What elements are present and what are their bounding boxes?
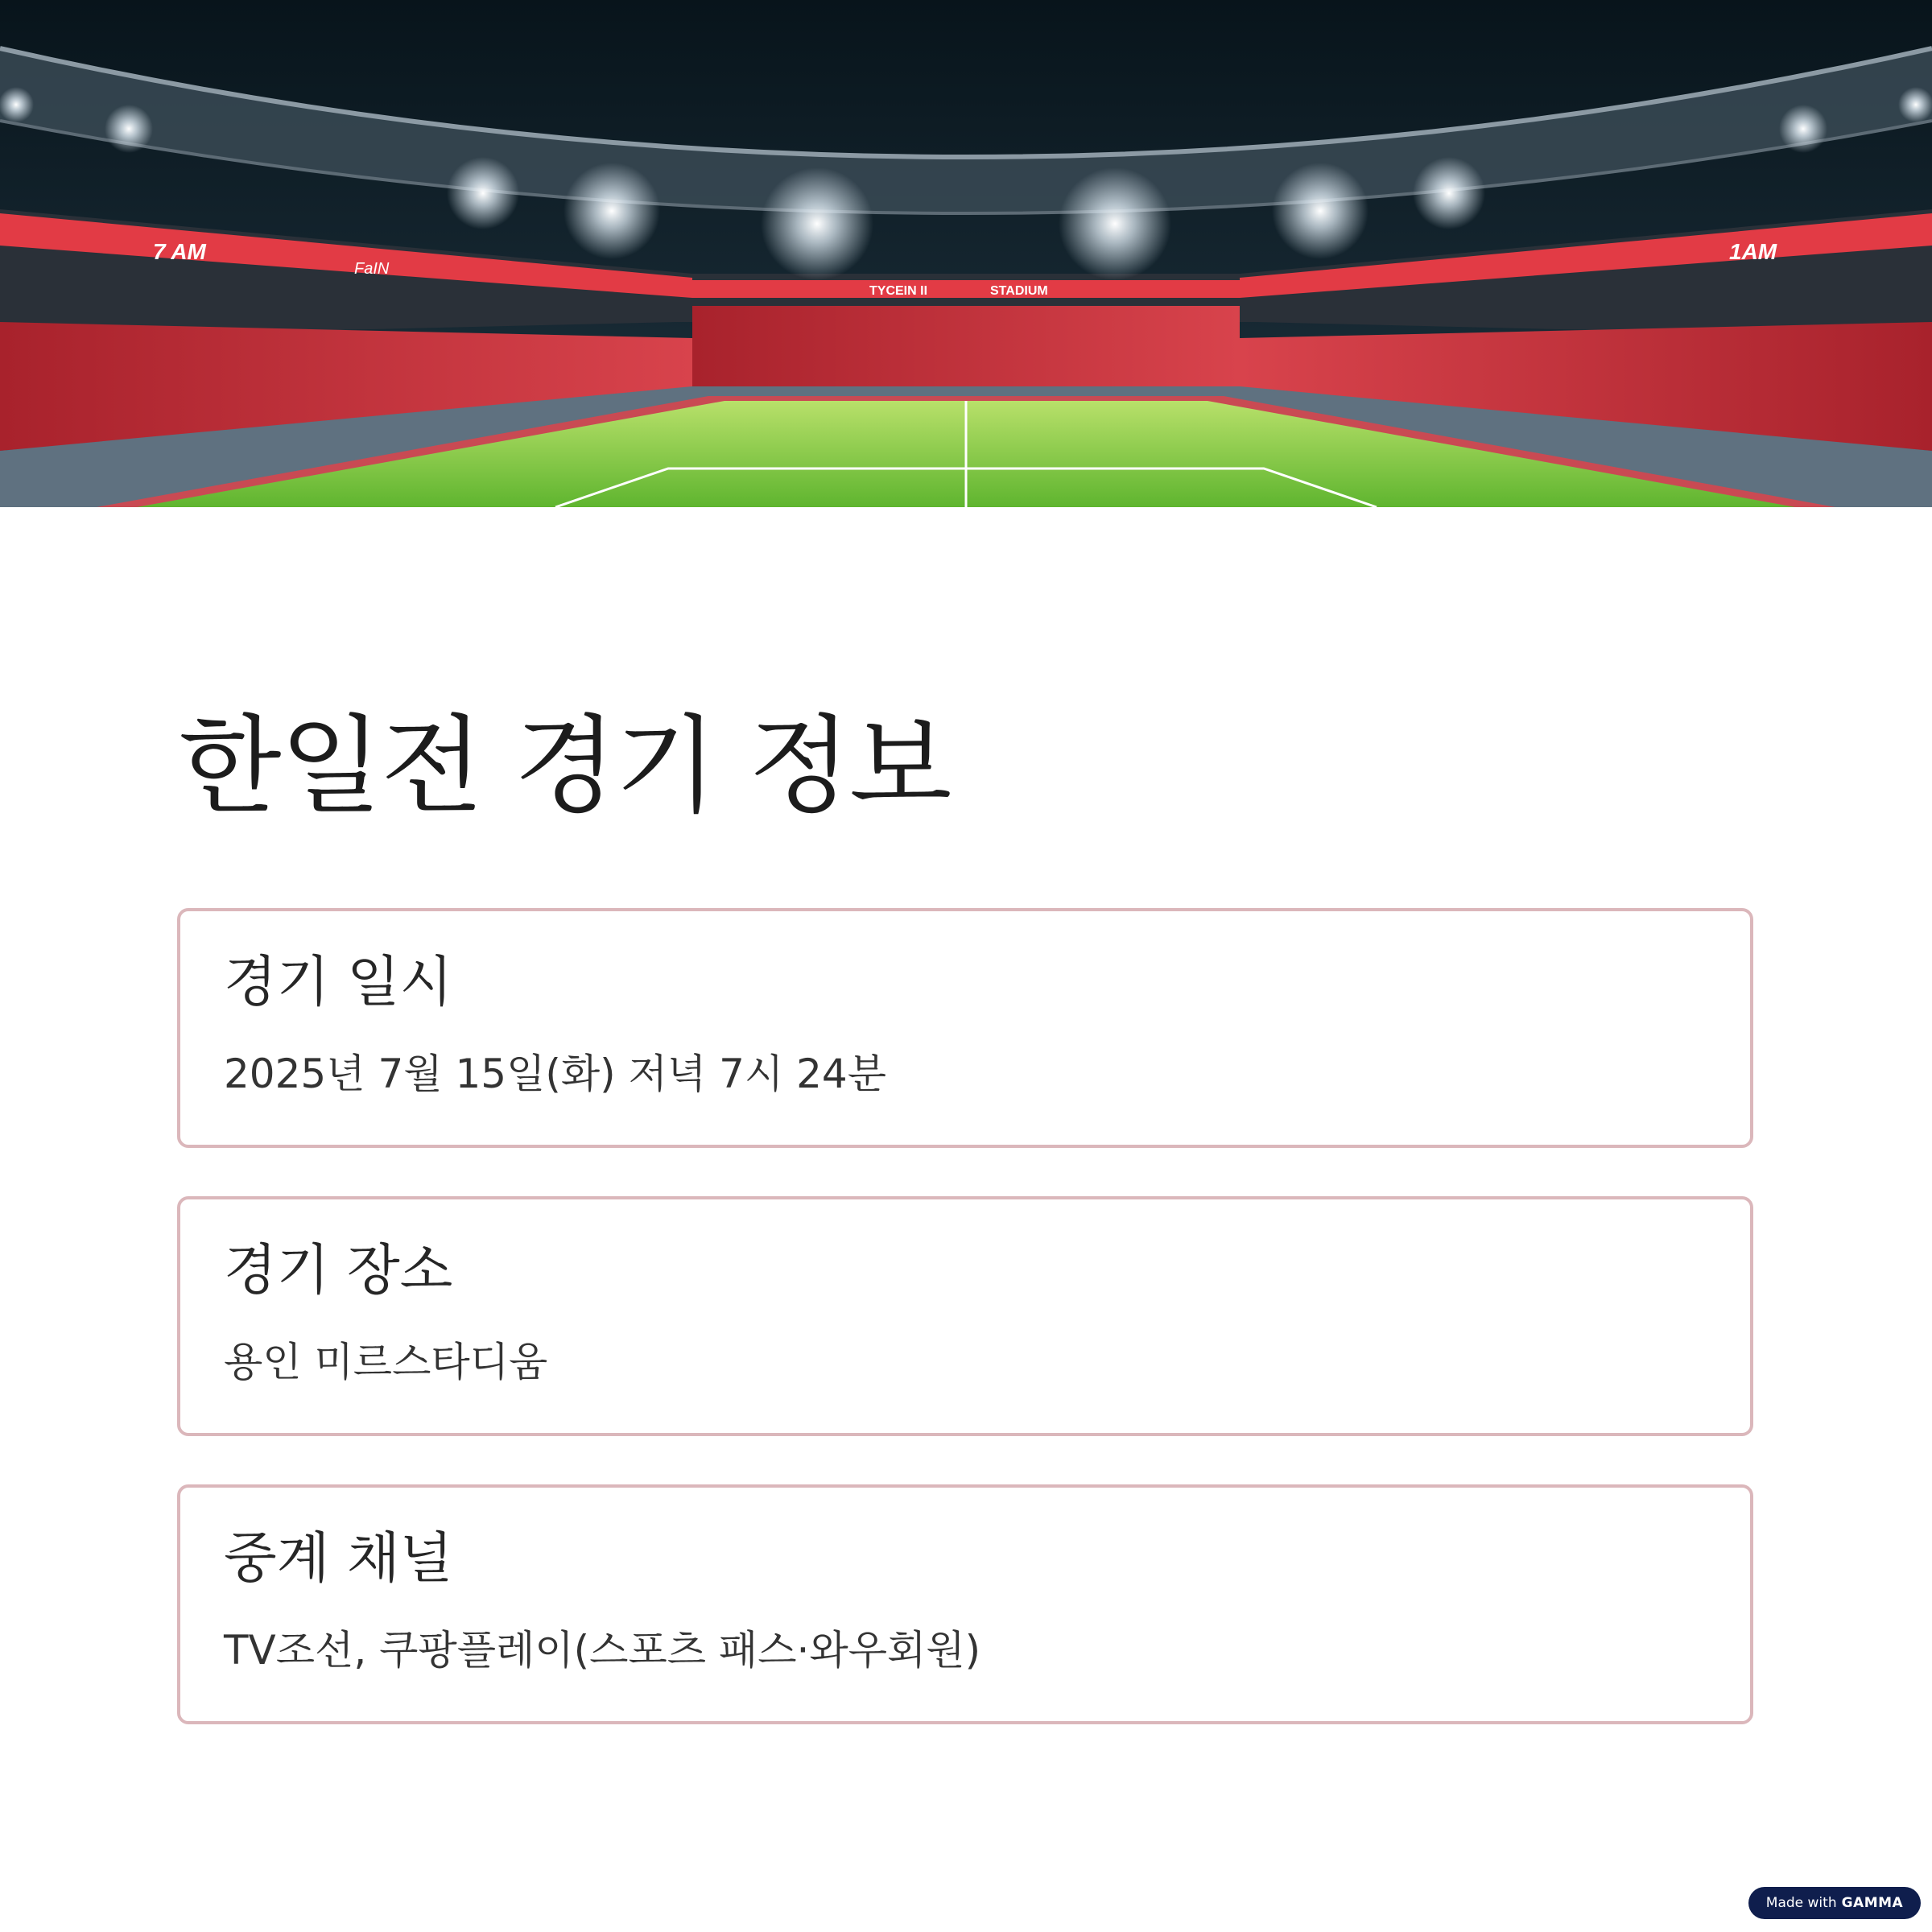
page-title: 한일전 경기 정보 xyxy=(179,704,951,828)
banner-text-center: TYCEIN II xyxy=(869,284,928,298)
stadium-illustration xyxy=(0,0,1932,507)
banner-text-left-2: FaIN xyxy=(354,260,390,278)
info-card-broadcast xyxy=(177,1484,1753,1724)
card-value: TV조선, 쿠팡플레이(스포츠 패스·와우회원) xyxy=(224,1627,981,1674)
banner-text-left: 7 AM xyxy=(153,239,206,264)
info-card-venue xyxy=(177,1196,1753,1436)
made-with-gamma-badge[interactable] xyxy=(1748,1887,1921,1919)
card-value: 2025년 7월 15일(화) 저녁 7시 24분 xyxy=(224,1051,886,1097)
card-value: 용인 미르스타디움 xyxy=(224,1339,548,1385)
badge-prefix: Made with xyxy=(1765,1895,1837,1911)
gamma-logo: GAMMA xyxy=(1841,1895,1904,1911)
info-card-datetime xyxy=(177,908,1753,1148)
banner-text-right: 1AM xyxy=(1729,239,1777,264)
banner-text-center-2: STADIUM xyxy=(990,284,1048,298)
card-heading: 경기 장소 xyxy=(224,1239,453,1302)
card-heading: 중계 채널 xyxy=(224,1527,453,1591)
card-heading: 경기 일시 xyxy=(224,951,453,1014)
hero-stadium-image xyxy=(0,0,1932,507)
